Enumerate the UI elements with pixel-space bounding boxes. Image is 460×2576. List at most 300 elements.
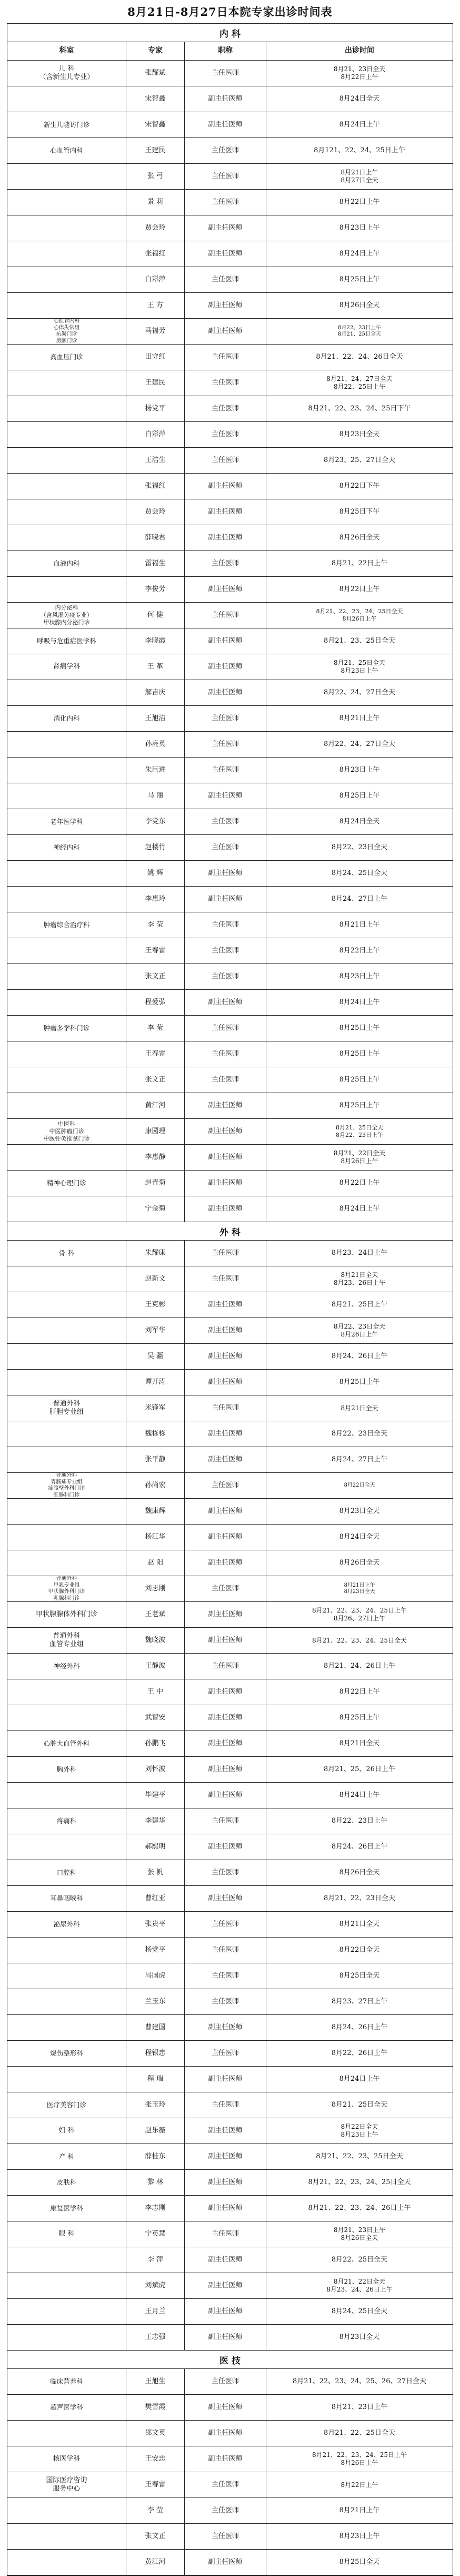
- doctor-cell: 曹建国: [126, 2015, 185, 2040]
- table-row: [7, 577, 453, 603]
- time-cell: 8月25日上午: [339, 1378, 380, 1386]
- time-cell: 8月26日全天: [339, 533, 380, 542]
- table-row: [7, 1731, 453, 1757]
- dept-cell: [7, 1292, 126, 1318]
- dept-cell: [7, 2273, 126, 2298]
- table-row: [7, 138, 453, 164]
- doctor-cell: 赵 阳: [126, 1550, 185, 1576]
- dept-cell: [7, 241, 126, 267]
- doctor-cell: 宁英慧: [126, 2221, 185, 2247]
- doctor-cell: 薛晓君: [126, 525, 185, 550]
- table-row: [7, 1757, 453, 1783]
- title-cell: 副主任医师: [185, 1705, 266, 1731]
- dept-cell: [7, 422, 126, 447]
- title-cell: 主任医师: [185, 964, 266, 989]
- time-cell: 8月21、22、24、26日全天: [316, 352, 403, 361]
- doctor-cell: 王安忠: [126, 2446, 185, 2472]
- doctor-cell: 张耀斌: [126, 61, 185, 86]
- dept-cell: [7, 577, 126, 602]
- dept-cell: [7, 1963, 126, 1989]
- dept-cell: 甲状腺腺体外科门诊: [7, 1602, 126, 1627]
- table-row: [7, 2170, 453, 2196]
- title-cell: 副主任医师: [185, 680, 266, 705]
- doctor-cell: 王月兰: [126, 2299, 185, 2324]
- time-cell: 8月22日上午: [339, 946, 380, 955]
- title-cell: 主任医师: [185, 732, 266, 757]
- time-cell: 8月21、22、23、25日全天: [316, 2152, 403, 2160]
- title-cell: 副主任医师: [185, 215, 266, 241]
- doctor-cell: 谭开涛: [126, 1370, 185, 1395]
- table-row: [7, 215, 453, 241]
- col-header-dept: 科室: [7, 42, 126, 60]
- title-cell: 副主任医师: [185, 2446, 266, 2472]
- dept-cell: 精神心理门诊: [7, 1171, 126, 1196]
- doctor-cell: 康园理: [126, 1119, 185, 1144]
- title-cell: 主任医师: [185, 61, 266, 86]
- doctor-cell: 孙鹏飞: [126, 1731, 185, 1756]
- title-cell: 副主任医师: [185, 2273, 266, 2298]
- time-cell: 8月22日上午: [339, 585, 380, 593]
- doctor-cell: 李 莹: [126, 2498, 185, 2523]
- doctor-cell: 黎 林: [126, 2170, 185, 2195]
- schedule-table: [7, 23, 453, 2576]
- table-row: [7, 1834, 453, 1860]
- title-cell: 副主任医师: [185, 577, 266, 602]
- doctor-cell: 张福红: [126, 241, 185, 267]
- column-header-row: [7, 42, 453, 61]
- col-header-doctor: 专家: [126, 42, 185, 60]
- doctor-cell: 王春雷: [126, 938, 185, 963]
- title-cell: 副主任医师: [185, 293, 266, 318]
- table-row: [7, 2092, 453, 2118]
- doctor-cell: 魏晓波: [126, 1628, 185, 1653]
- time-cell: 8月21、25日全天 8月23日上午: [333, 659, 386, 674]
- time-cell: 8月21、22、23、24、25日上午 8月26日上午: [312, 2451, 407, 2466]
- dept-cell: 皮肤科: [7, 2170, 126, 2195]
- title-cell: 主任医师: [185, 1808, 266, 1834]
- doctor-cell: 李 莹: [126, 912, 185, 938]
- table-row: [7, 861, 453, 887]
- dept-cell: 肾病学科: [7, 654, 126, 680]
- time-cell: 8月22日全天 8月23日上午: [341, 2123, 378, 2138]
- doctor-cell: 贾会玲: [126, 215, 185, 241]
- table-row: [7, 241, 453, 267]
- section-header: 医 技: [7, 2351, 453, 2369]
- doctor-cell: 王建民: [126, 138, 185, 163]
- doctor-cell: 景 莉: [126, 190, 185, 215]
- time-cell: 8月24、27日上午: [331, 1455, 388, 1463]
- table-row: [7, 783, 453, 809]
- title-cell: 副主任医师: [185, 525, 266, 550]
- time-cell: 8月25日上午: [339, 791, 380, 800]
- title-cell: 主任医师: [185, 1963, 266, 1989]
- title-cell: 主任医师: [185, 1395, 266, 1421]
- table-row: [7, 1067, 453, 1093]
- time-cell: 8月25日下午: [339, 507, 380, 516]
- table-row: [7, 758, 453, 783]
- table-row: [7, 1705, 453, 1731]
- title-cell: 副主任医师: [185, 1499, 266, 1524]
- title-cell: 主任医师: [185, 2524, 266, 2549]
- table-row: [7, 1370, 453, 1395]
- dept-cell: [7, 396, 126, 421]
- doctor-cell: 解吉庆: [126, 680, 185, 705]
- dept-cell: 烧伤整形科: [7, 2041, 126, 2066]
- title-cell: 副主任医师: [185, 2395, 266, 2420]
- title-cell: 副主任医师: [185, 887, 266, 912]
- table-row: [7, 2369, 453, 2395]
- table-row: [7, 628, 453, 654]
- section-header: 外 科: [7, 1222, 453, 1241]
- dept-cell: [7, 1525, 126, 1550]
- title-cell: 副主任医师: [185, 1344, 266, 1369]
- doctor-cell: 张文正: [126, 2524, 185, 2549]
- time-cell: 8月25日上午: [339, 275, 380, 283]
- title-cell: 主任医师: [185, 345, 266, 370]
- time-cell: 8月25日上午: [339, 1049, 380, 1058]
- time-cell: 8月24、25日全天: [331, 869, 388, 877]
- time-cell: 8月21、22、23、24、25日全天 8月26日上午: [316, 608, 403, 622]
- dept-cell: 疼痛科: [7, 1808, 126, 1834]
- title-cell: 副主任医师: [185, 1119, 266, 1144]
- title-cell: 主任医师: [185, 2221, 266, 2247]
- title-cell: 主任医师: [185, 1576, 266, 1601]
- table-row: [7, 2015, 453, 2041]
- doctor-cell: 王建民: [126, 370, 185, 396]
- doctor-cell: 白彩萍: [126, 267, 185, 292]
- time-cell: 8月21、22、23、24、25日上午 8月26、27日上午: [312, 1607, 407, 1622]
- doctor-cell: 张福红: [126, 474, 185, 499]
- dept-cell: 普通外科 甲乳专业组 甲状腺外科门诊 乳腺科门诊: [7, 1576, 126, 1601]
- doctor-cell: 赵青菊: [126, 1171, 185, 1196]
- doctor-cell: 程爱弘: [126, 990, 185, 1015]
- doctor-cell: 张文正: [126, 964, 185, 989]
- table-row: [7, 474, 453, 499]
- time-cell: 8月24日上午: [339, 1791, 380, 1799]
- dept-cell: 血液内科: [7, 551, 126, 576]
- doctor-cell: 黄江河: [126, 2550, 185, 2575]
- doctor-cell: 张玉玲: [126, 2092, 185, 2118]
- doctor-cell: 孙尚宏: [126, 1473, 185, 1498]
- dept-cell: [7, 1067, 126, 1093]
- doctor-cell: 刘怀波: [126, 1757, 185, 1782]
- dept-cell: 康复医学科: [7, 2196, 126, 2221]
- time-cell: 8月21日上午: [339, 2506, 380, 2514]
- title-cell: 副主任医师: [185, 1093, 266, 1118]
- time-cell: 8月24日上午: [339, 2074, 380, 2083]
- table-row: [7, 964, 453, 990]
- title-cell: 副主任医师: [185, 2196, 266, 2221]
- dept-cell: [7, 1834, 126, 1860]
- title-cell: 副主任医师: [185, 2170, 266, 2195]
- doctor-cell: 马福芳: [126, 319, 185, 344]
- time-cell: 8月21、22日全天 8月26日上午: [333, 1149, 386, 1165]
- time-cell: 8月21、22、23、24、25日全天: [312, 1636, 407, 1644]
- title-cell: 主任医师: [185, 1938, 266, 1963]
- table-row: [7, 267, 453, 293]
- dept-cell: 老年医学科: [7, 809, 126, 834]
- time-cell: 8月24日全天: [339, 1532, 380, 1541]
- doctor-cell: 米锋军: [126, 1395, 185, 1421]
- time-cell: 8月21、25日全天: [331, 2100, 388, 2109]
- table-row: [7, 1395, 453, 1421]
- title-cell: 主任医师: [185, 2369, 266, 2394]
- table-row: [7, 1473, 453, 1499]
- time-cell: 8月21、23日全天 8月22日上午: [333, 65, 386, 81]
- dept-cell: 国际医疗咨询 服务中心: [7, 2472, 126, 2498]
- time-cell: 8月22、26日上午: [331, 2049, 388, 2057]
- doctor-cell: 李 莹: [126, 1016, 185, 1041]
- doctor-cell: 郝熙明: [126, 1834, 185, 1860]
- doctor-cell: 雷福生: [126, 551, 185, 576]
- time-cell: 8月24、26日上午: [331, 2023, 388, 2031]
- title-cell: 主任医师: [185, 2472, 266, 2498]
- dept-cell: [7, 2247, 126, 2273]
- dept-cell: [7, 293, 126, 318]
- dept-cell: 消化内科: [7, 706, 126, 731]
- table-row: [7, 990, 453, 1016]
- table-row: [7, 61, 453, 86]
- dept-cell: [7, 2325, 126, 2350]
- title-cell: 副主任医师: [185, 1525, 266, 1550]
- title-cell: 副主任医师: [185, 2015, 266, 2040]
- doctor-cell: 王老斌: [126, 1602, 185, 1627]
- dept-cell: [7, 680, 126, 705]
- table-row: [7, 1041, 453, 1067]
- time-cell: 8月22、24、27日全天: [324, 688, 395, 696]
- table-row: [7, 1241, 453, 1266]
- doctor-cell: 李志刚: [126, 2196, 185, 2221]
- dept-cell: [7, 2550, 126, 2575]
- time-cell: 8月21、22、25日全天: [324, 2428, 395, 2437]
- time-cell: 8月21、22、23、24、25、26、27日全天: [292, 2377, 427, 2385]
- time-cell: 8月22日全天: [339, 1945, 380, 1954]
- dept-cell: 内分泌科 （含风湿免疫专业） 甲状腺内分泌门诊: [7, 603, 126, 628]
- title-cell: 主任医师: [185, 809, 266, 834]
- title-cell: 主任医师: [185, 190, 266, 215]
- time-cell: 8月23日上午: [339, 2532, 380, 2540]
- title-cell: 副主任医师: [185, 1421, 266, 1447]
- table-row: [7, 732, 453, 758]
- time-cell: 8月26日全天: [339, 301, 380, 309]
- table-row: [7, 86, 453, 112]
- dept-cell: [7, 732, 126, 757]
- table-row: [7, 1808, 453, 1834]
- time-cell: 8月21日全天: [339, 1739, 380, 1747]
- doctor-cell: 毕建平: [126, 1783, 185, 1808]
- title-cell: 主任医师: [185, 1241, 266, 1266]
- dept-cell: 耳鼻咽喉科: [7, 1886, 126, 1911]
- title-cell: 主任医师: [185, 912, 266, 938]
- dept-cell: [7, 1196, 126, 1222]
- table-row: [7, 706, 453, 732]
- title-cell: 副主任医师: [185, 2421, 266, 2446]
- dept-cell: 肿瘤综合治疗科: [7, 912, 126, 938]
- title-cell: 主任医师: [185, 422, 266, 447]
- table-row: [7, 1963, 453, 1989]
- time-cell: 8月22日上午: [339, 198, 380, 206]
- table-row: [7, 1421, 453, 1447]
- table-row: [7, 2524, 453, 2550]
- table-row: [7, 2550, 453, 2575]
- title-cell: 副主任医师: [185, 2067, 266, 2092]
- doctor-cell: 王春雷: [126, 1041, 185, 1067]
- time-cell: 8月24、26日上午: [331, 1352, 388, 1360]
- doctor-cell: 王春雷: [126, 2472, 185, 2498]
- time-cell: 8月22日上午: [341, 2481, 378, 2489]
- table-row: [7, 448, 453, 474]
- title-cell: 主任医师: [185, 551, 266, 576]
- time-cell: 8月21、22日全天 8月23、24、26日上午: [326, 2278, 393, 2293]
- dept-cell: [7, 1499, 126, 1524]
- doctor-cell: 樊雪霞: [126, 2395, 185, 2420]
- time-cell: 8月23、24日上午: [331, 1248, 388, 1257]
- doctor-cell: 李晓霞: [126, 628, 185, 654]
- dept-cell: [7, 887, 126, 912]
- table-row: [7, 1344, 453, 1370]
- table-row: [7, 1989, 453, 2015]
- doctor-cell: 吴 疆: [126, 1344, 185, 1369]
- doctor-cell: 王克彬: [126, 1292, 185, 1318]
- doctor-cell: 兰玉东: [126, 1989, 185, 2014]
- table-row: [7, 1912, 453, 1938]
- time-cell: 8月23日上午: [339, 765, 380, 774]
- doctor-cell: 孙亮英: [126, 732, 185, 757]
- title-cell: 主任医师: [185, 1654, 266, 1679]
- dept-cell: [7, 1145, 126, 1170]
- title-cell: 主任医师: [185, 603, 266, 628]
- time-cell: 8月24日全天: [339, 817, 380, 825]
- doctor-cell: 王旭洁: [126, 706, 185, 731]
- dept-cell: [7, 448, 126, 473]
- doctor-cell: 姚 辉: [126, 861, 185, 886]
- dept-cell: [7, 215, 126, 241]
- doctor-cell: 宋智鑫: [126, 112, 185, 137]
- time-cell: 8月22日上午: [339, 1178, 380, 1187]
- doctor-cell: 白彩萍: [126, 422, 185, 447]
- title-cell: 副主任医师: [185, 990, 266, 1015]
- title-cell: 副主任医师: [185, 319, 266, 344]
- time-cell: 8月26日全天: [339, 1558, 380, 1567]
- doctor-cell: 曹红亚: [126, 1886, 185, 1911]
- title-cell: 主任医师: [185, 1912, 266, 1937]
- dept-cell: [7, 86, 126, 112]
- doctor-cell: 张文正: [126, 1067, 185, 1093]
- table-row: [7, 1860, 453, 1886]
- doctor-cell: 杨江华: [126, 1525, 185, 1550]
- dept-cell: [7, 525, 126, 550]
- dept-cell: 妇 科: [7, 2118, 126, 2144]
- time-cell: 8月21日全天: [341, 1404, 378, 1412]
- doctor-cell: 田守红: [126, 345, 185, 370]
- time-cell: 8月21日上午 8月27日全天: [341, 169, 378, 184]
- title-cell: 副主任医师: [185, 1292, 266, 1318]
- dept-cell: 骨 科: [7, 1241, 126, 1266]
- title-cell: 副主任医师: [185, 1757, 266, 1782]
- time-cell: 8月25日上午: [339, 1024, 380, 1032]
- dept-cell: 神经外科: [7, 1654, 126, 1679]
- title-cell: 主任医师: [185, 1041, 266, 1067]
- title-cell: 副主任医师: [185, 1550, 266, 1576]
- title-cell: 副主任医师: [185, 1783, 266, 1808]
- dept-cell: [7, 1093, 126, 1118]
- table-row: [7, 1550, 453, 1576]
- table-row: [7, 1499, 453, 1525]
- col-header-time: 出诊时间: [345, 46, 374, 55]
- doctor-cell: 武智安: [126, 1705, 185, 1731]
- dept-cell: [7, 1550, 126, 1576]
- time-cell: 8月21、25、26日上午: [324, 1765, 395, 1773]
- title-cell: 主任医师: [185, 2041, 266, 2066]
- time-cell: 8月22、23日全天: [331, 1429, 388, 1438]
- dept-cell: 医疗美容门诊: [7, 2092, 126, 2118]
- dept-cell: 泌尿外科: [7, 1912, 126, 1937]
- doctor-cell: 魏康辉: [126, 1499, 185, 1524]
- dept-cell: [7, 2498, 126, 2523]
- title-cell: 副主任医师: [185, 654, 266, 680]
- dept-cell: [7, 190, 126, 215]
- time-cell: 8月25日上午: [339, 1101, 380, 1109]
- dept-cell: 新生儿随访门诊: [7, 112, 126, 137]
- doctor-cell: 程 瑞: [126, 2067, 185, 2092]
- time-cell: 8月23、27日上午: [331, 1997, 388, 2005]
- table-row: [7, 1654, 453, 1679]
- dept-cell: 高血压门诊: [7, 345, 126, 370]
- dept-cell: [7, 964, 126, 989]
- title-cell: 副主任医师: [185, 861, 266, 886]
- time-cell: 8月21、24、26日上午: [324, 1661, 395, 1670]
- time-cell: 8月21、22日上午: [331, 559, 388, 567]
- dept-cell: [7, 1938, 126, 1963]
- doctor-cell: 刘志刚: [126, 1576, 185, 1601]
- title-cell: 主任医师: [185, 1266, 266, 1292]
- time-cell: 8月22日上午: [339, 1687, 380, 1696]
- table-row: [7, 2498, 453, 2524]
- time-cell: 8月25日上午: [339, 1713, 380, 1722]
- time-cell: 8月21、22、23日全天: [324, 1894, 395, 1902]
- table-row: [7, 499, 453, 525]
- dept-cell: [7, 474, 126, 499]
- title-cell: 主任医师: [185, 1067, 266, 1093]
- title-cell: 主任医师: [185, 2498, 266, 2523]
- title-cell: 副主任医师: [185, 1318, 266, 1343]
- table-row: [7, 2421, 453, 2446]
- table-row: [7, 1145, 453, 1171]
- dept-cell: 心血管内科: [7, 138, 126, 163]
- dept-cell: 心脏大血管外科: [7, 1731, 126, 1756]
- title-cell: 副主任医师: [185, 1731, 266, 1756]
- table-row: [7, 2067, 453, 2092]
- dept-cell: 眼 科: [7, 2221, 126, 2247]
- title-cell: 副主任医师: [185, 1370, 266, 1395]
- time-cell: 8月24、26日上午: [331, 1842, 388, 1851]
- time-cell: 8月21日上午: [339, 920, 380, 929]
- time-cell: 8月21、24、27日全天 8月22、25日上午: [326, 375, 393, 390]
- table-row: [7, 345, 453, 370]
- doctor-cell: 王旭生: [126, 2369, 185, 2394]
- table-row: [7, 1093, 453, 1119]
- time-cell: 8月22日全天: [344, 1482, 375, 1488]
- time-cell: 8月22、23日上午 8月21、25日全天: [338, 325, 381, 337]
- table-row: [7, 2041, 453, 2067]
- dept-cell: [7, 1344, 126, 1369]
- dept-cell: 儿 科 （含新生儿专业）: [7, 61, 126, 86]
- time-cell: 8月24日上午: [339, 1204, 380, 1213]
- title-cell: 主任医师: [185, 370, 266, 396]
- title-cell: 主任医师: [185, 1860, 266, 1885]
- doctor-cell: 张 帆: [126, 1860, 185, 1885]
- title-cell: 主任医师: [185, 1989, 266, 2014]
